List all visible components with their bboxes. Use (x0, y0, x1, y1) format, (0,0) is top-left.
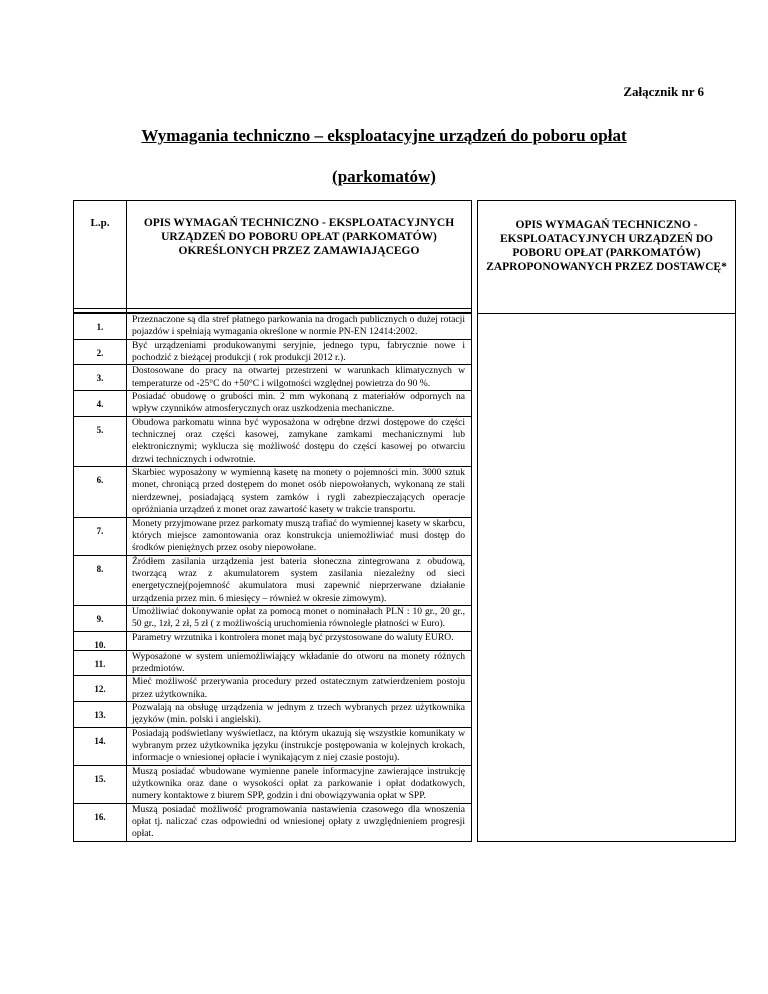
requirements-table (73, 200, 736, 842)
proposal-cell (478, 314, 736, 842)
row-number: 15. (74, 765, 127, 803)
row-number: 2. (74, 339, 127, 365)
row-number: 13. (74, 701, 127, 727)
requirement-text: Być urządzeniami produkowanymi seryjnie, jednego typu, fabrycznie nowe i pochodzić z bieżącej produkcji ( rok produkcji 2012 r.). (127, 339, 472, 365)
requirement-text: Posiadać obudowę o grubości min. 2 mm wykonaną z materiałów odpornych na wpływ czynników atmosferycznych oraz uszkodzenia mechaniczne. (127, 391, 472, 417)
requirement-text: Muszą posiadać wbudowane wymienne panele informacyjne zawierające instrukcję użytkownika oraz dane o wysokości opłat za parkowanie i opłat dodatkowych, numery kontaktowe z biurem SPP, godzin i dni obowiązywania opłat w SPP. (127, 765, 472, 803)
row-number: 12. (74, 676, 127, 702)
table-row (74, 314, 736, 340)
requirement-text: Obudowa parkomatu winna być wyposażona w odrębne drzwi dostępowe do części technicznej oraz części kasowej, zamykane zamkami mechanicznymi lub elektronicznymi; wyklucza się możliwość dostępu do części kasowej po otwarciu drzwi technicznych i odwrotnie. (127, 416, 472, 466)
row-number: 8. (74, 555, 127, 605)
header-lp: L.p. (74, 201, 127, 309)
row-number: 5. (74, 416, 127, 466)
row-number: 7. (74, 517, 127, 555)
requirement-text: Umożliwiać dokonywanie opłat za pomocą monet o nominałach PLN : 10 gr., 20 gr., 50 gr., 1zł, 2 zł, 5 zł ( z możliwością uruchomienia równolegle płatności w Euro). (127, 605, 472, 631)
requirement-text: Wyposażone w system uniemożliwiający wkładanie do otworu na monety różnych przedmiotów. (127, 650, 472, 676)
header-requirements: OPIS WYMAGAŃ TECHNICZNO - EKSPLOATACYJNYCH URZĄDZEŃ DO POBORU OPŁAT (PARKOMATÓW) OKREŚLONYCH PRZEZ ZAMAWIAJĄCEGO (127, 201, 472, 309)
row-number: 1. (74, 314, 127, 340)
row-number: 16. (74, 803, 127, 841)
row-number: 10. (74, 631, 127, 650)
requirement-text: Muszą posiadać możliwość programowania nastawienia czasowego dla wnoszenia opłat tj. naliczać czas odpowiedni od wniesionej opłaty z uwzględnieniem progresji opłat. (127, 803, 472, 841)
header-proposed: OPIS WYMAGAŃ TECHNICZNO - EKSPLOATACYJNYCH URZĄDZEŃ DO POBORU OPŁAT (PARKOMATÓW) ZAPROPONOWANYCH PRZEZ DOSTAWCĘ* (478, 201, 736, 314)
requirement-text: Skarbiec wyposażony w wymienną kasetę na monety o pojemności min. 3000 sztuk monet, chroniącą przed dostępem do monet osób niepowołanych, wykonaną ze stali nierdzewnej, posiadającą system zamków i rygli zabezpieczających operacje opróżniania urządzeń z monet oraz zawartość kasety w trakcie transportu. (127, 467, 472, 517)
requirement-text: Posiadają podświetlany wyświetlacz, na którym ukazują się wszystkie komunikaty w wybranym przez użytkownika języku (instrukcje postępowania w kolejnych krokach, informacje o wniesionej opłacie i wynikającym z niej czasie postoju). (127, 727, 472, 765)
document-subtitle: (parkomatów) (332, 167, 436, 186)
row-number: 14. (74, 727, 127, 765)
requirement-text: Parametry wrzutnika i kontrolera monet mają być przystosowane do waluty EURO. (127, 631, 472, 650)
row-number: 9. (74, 605, 127, 631)
requirement-text: Pozwalają na obsługę urządzenia w jednym z trzech wybranych przez użytkownika języków (min. polski i angielski). (127, 701, 472, 727)
row-number: 6. (74, 467, 127, 517)
requirement-text: Źródłem zasilania urządzenia jest bateria słoneczna zintegrowana z obudową, tworzącą wraz z akumulatorem system zasilania niezależny od sieci energetycznej(pojemność akumulatora musi zapewnić nieprzerwane działanie urządzenia przez min. 6 miesięcy – również w okresie zimowym). (127, 555, 472, 605)
annex-label: Załącznik nr 6 (623, 84, 704, 99)
requirement-text: Monety przyjmowane przez parkomaty muszą trafiać do wymiennej kasety w skarbcu, których miejsce zamontowania oraz konstrukcja uniemożliwiać musi dostęp do środków pieniężnych przez osoby niepowołane. (127, 517, 472, 555)
requirement-text: Mieć możliwość przerywania procedury przed ostatecznym zatwierdzeniem postoju przez użytkownika. (127, 676, 472, 702)
row-number: 4. (74, 391, 127, 417)
requirement-text: Dostosowane do pracy na otwartej przestrzeni w warunkach klimatycznych w temperaturze od -25°C do +50°C i wilgotności względnej powietrza do 90 %. (127, 365, 472, 391)
row-number: 11. (74, 650, 127, 676)
row-number: 3. (74, 365, 127, 391)
document-title: Wymagania techniczno – eksploatacyjne urządzeń do poboru opłat (141, 126, 627, 145)
requirement-text: Przeznaczone są dla stref płatnego parkowania na drogach publicznych o dużej rotacji pojazdów i spełniają wymagania określone w normie PN-EN 12414:2002. (127, 314, 472, 340)
table-header-row (74, 201, 736, 309)
